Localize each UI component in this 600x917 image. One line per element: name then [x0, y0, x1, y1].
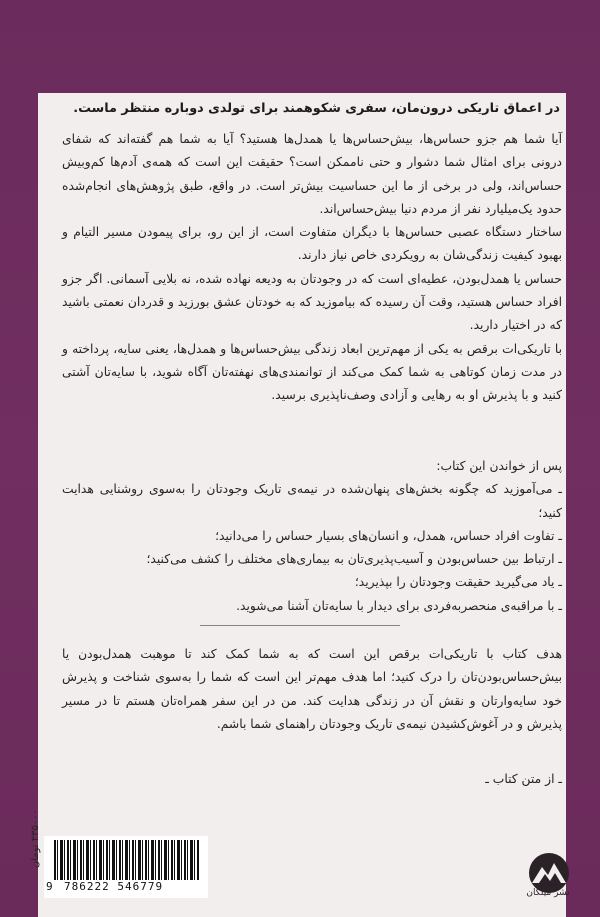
- barcode-icon: [44, 836, 208, 898]
- goal-paragraph: هدف کتاب با تاریکی‌ات برقص این است که به شما کمک کند تا موهبت همدل‌بودن یا بیش‌حساس‌بودن‌تان را درک کنید؛ اما هدف مهم‌تر این است که شما را به‌سوی شناخت و پذیرش خود سایه‌وارتان و نقش آن در زندگی هدایت کند. من در این سفر همراه‌تان هستم تا در مسیر پذیرش و در آغوش‌کشیدن نیمه‌ی تاریک وجودتان راهنمای شما باشم.: [62, 647, 562, 731]
- list-item: ـ با مراقبه‌ی منحصربه‌فردی برای دیدار با سایه‌تان آشنا می‌شوید.: [236, 598, 562, 613]
- publisher-name: نشر میلکان: [526, 888, 570, 898]
- list-intro: پس از خواندن این کتاب:: [436, 459, 562, 473]
- list-item: ـ می‌آموزید که چگونه بخش‌های پنهان‌شده در نیمه‌ی تاریک وجودتان را به‌سوی روشنایی هدایت کنید؛: [62, 482, 562, 520]
- intro-paragraph: حساس یا همدل‌بودن، عطیه‌ای است که در وجودتان به ودیعه نهاده شده، نه بلایی آسمانی. اگر جزو افراد حساس هستید، وقت آن رسیده که بیاموزید که به خودتان عشق بورزید و قدردان نعمتی باشید که در اختیار دارید.: [62, 271, 562, 333]
- intro-paragraph: آیا شما هم جزو حساس‌ها، بیش‌حساس‌ها یا همدل‌ها هستید؟ آیا به شما هم گفته‌اند که شفای درونی برای امثال شما دشوار و حتی ناممکن است؟ حقیقت این است که همه‌ی آدم‌ها کم‌وبیش حساس‌اند، ولی در برخی از ما این حساسیت بیش‌تر است. در واقع، طبق پژوهش‌های انجام‌شده حدود یک‌میلیارد نفر از مردم دنیا بیش‌حساس‌اند.: [62, 132, 562, 216]
- list-item: ـ یاد می‌گیرید حقیقت وجودتان را بپذیرید؛: [354, 575, 562, 590]
- price-label: ۲۳۵۰۰۰ تومان: [30, 809, 41, 869]
- isbn-first-digit: 9: [46, 880, 53, 893]
- isbn-digits: 786222 546779: [64, 880, 164, 893]
- tagline: در اعماق تاریکی درون‌مان، سفری شکوهمند برای تولدی دوباره منتظر ماست.: [73, 101, 560, 116]
- intro-paragraph: با تاریکی‌ات برقص به یکی از مهم‌ترین ابعاد زندگی بیش‌حساس‌ها و همدل‌ها، یعنی سایه، پرداخته و در مدت زمان کوتاهی به شما کمک می‌کند از توانمندی‌های نهفته‌تان آگاه شوید، با سایه‌تان آشتی کنید و با پذیرش او به رهایی و آزادی وصف‌ناپذیری برسید.: [62, 341, 562, 403]
- section-divider: [200, 625, 400, 626]
- intro-paragraph: ساختار دستگاه عصبی حساس‌ها با دیگران متفاوت است، از این رو، برای پیمودن مسیر التیام و بهبود کیفیت زندگی‌شان به رویکردی خاص نیاز دارند.: [62, 225, 562, 263]
- benefits-list: [62, 455, 562, 618]
- intro-section: [62, 128, 562, 408]
- list-item: ـ ارتباط بین حساس‌بودن و آسیب‌پذیری‌تان به بیماری‌های مختلف را کشف می‌کنید؛: [146, 552, 562, 567]
- barcode-bars: [54, 840, 200, 880]
- list-item: ـ تفاوت افراد حساس، همدل، و انسان‌های بسیار حساس را می‌دانید؛: [215, 528, 562, 543]
- goal-section: [62, 643, 562, 736]
- source-note: ـ از متن کتاب ـ: [485, 772, 562, 786]
